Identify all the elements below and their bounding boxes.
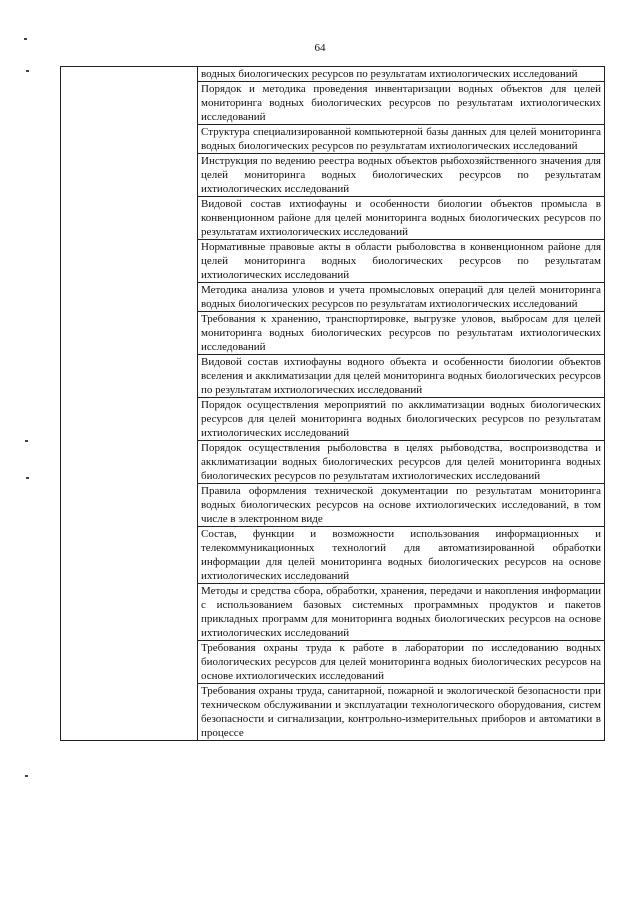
cell-text: Порядок осуществления мероприятий по акклиматизации водных биологических ресурсов для целей мониторинга водных биологических ресурсов по результатам ихтиологических исследований: [201, 399, 601, 439]
table-cell: [198, 441, 605, 484]
cell-text: Правила оформления технической документации по результатам мониторинга водных биологических ресурсов на основе ихтиологических исследований, в том числе в электронном виде: [201, 485, 601, 525]
table-cell: [198, 684, 605, 741]
scan-mark: [24, 38, 27, 40]
cell-text: Порядок осуществления рыболовства в целях рыбоводства, воспроизводства и акклиматизации водных биологических ресурсов для целей мониторинга водных биологических ресурсов по результатам ихтиологических исследований: [201, 442, 601, 482]
cell-text: Инструкция по ведению реестра водных объектов рыбохозяйственного значения для целей мониторинга водных биологических ресурсов по результатам ихтиологических исследований: [201, 155, 601, 195]
cell-text: Видовой состав ихтиофауны и особенности биологии объектов промысла в конвенционном районе для целей мониторинга водных биологических ресурсов по результатам ихтиологических исследований: [201, 198, 601, 238]
cell-text: Требования охраны труда, санитарной, пожарной и экологической безопасности при техническом обслуживании и эксплуатации технологического оборудования, систем безопасности и сигнализации, контрольно-измерительных приборов и автоматики в процессе: [201, 685, 601, 739]
table-cell: [198, 82, 605, 125]
table-cell: [198, 67, 605, 82]
scan-mark: [26, 477, 29, 479]
scan-mark: [26, 70, 29, 72]
table-row: [61, 67, 605, 82]
cell-text: Требования охраны труда к работе в лаборатории по исследованию водных биологических ресурсов для целей мониторинга водных биологических ресурсов на основе ихтиологических исследований: [201, 642, 601, 682]
cell-text: Состав, функции и возможности использования информационных и телекоммуникационных технологий для автоматизированной обработки информации для целей мониторинга водных биологических ресурсов на основе ихтиологических исследований: [201, 528, 601, 582]
table-cell: [198, 125, 605, 154]
cell-text: Требования к хранению, транспортировке, выгрузке уловов, выбросам для целей мониторинга водных биологических ресурсов по результатам ихтиологических исследований: [201, 313, 601, 353]
page-number: 64: [314, 42, 326, 54]
cell-text: Методы и средства сбора, обработки, хранения, передачи и накопления информации с использованием базовых системных программных продуктов и пакетов прикладных программ для мониторинга водных биологических ресурсов на основе ихтиологических исследований: [201, 585, 601, 639]
table-cell: [198, 584, 605, 641]
table-cell: [198, 527, 605, 584]
table-cell: [198, 312, 605, 355]
scan-mark: [25, 440, 28, 442]
table-cell: [198, 154, 605, 197]
cell-text: Нормативные правовые акты в области рыболовства в конвенционном районе для целей мониторинга водных биологических ресурсов по результатам ихтиологических исследований: [201, 241, 601, 281]
cell-text: Видовой состав ихтиофауны водного объекта и особенности биологии объектов вселения и акклиматизации для целей мониторинга водных биологических ресурсов по результатам ихтиологических исследований: [201, 356, 601, 396]
table-cell: [198, 641, 605, 684]
table-cell: [198, 197, 605, 240]
table-cell: [198, 398, 605, 441]
table-cell: [198, 283, 605, 312]
cell-text: водных биологических ресурсов по результатам ихтиологических исследований: [201, 68, 578, 80]
table-cell: [198, 355, 605, 398]
table-cell: [198, 484, 605, 527]
cell-text: Структура специализированной компьютерной базы данных для целей мониторинга водных биологических ресурсов по результатам ихтиологических исследований: [201, 126, 601, 152]
cell-text: Порядок и методика проведения инвентаризации водных объектов для целей мониторинга водных биологических ресурсов по результатам ихтиологических исследований: [201, 83, 601, 123]
cell-text: Методика анализа уловов и учета промысловых операций для целей мониторинга водных биологических ресурсов по результатам ихтиологических исследований: [201, 284, 601, 310]
scan-mark: [25, 775, 28, 777]
table-cell: [198, 240, 605, 283]
empty-left-cell: [61, 67, 198, 741]
knowledge-table: [60, 66, 605, 741]
